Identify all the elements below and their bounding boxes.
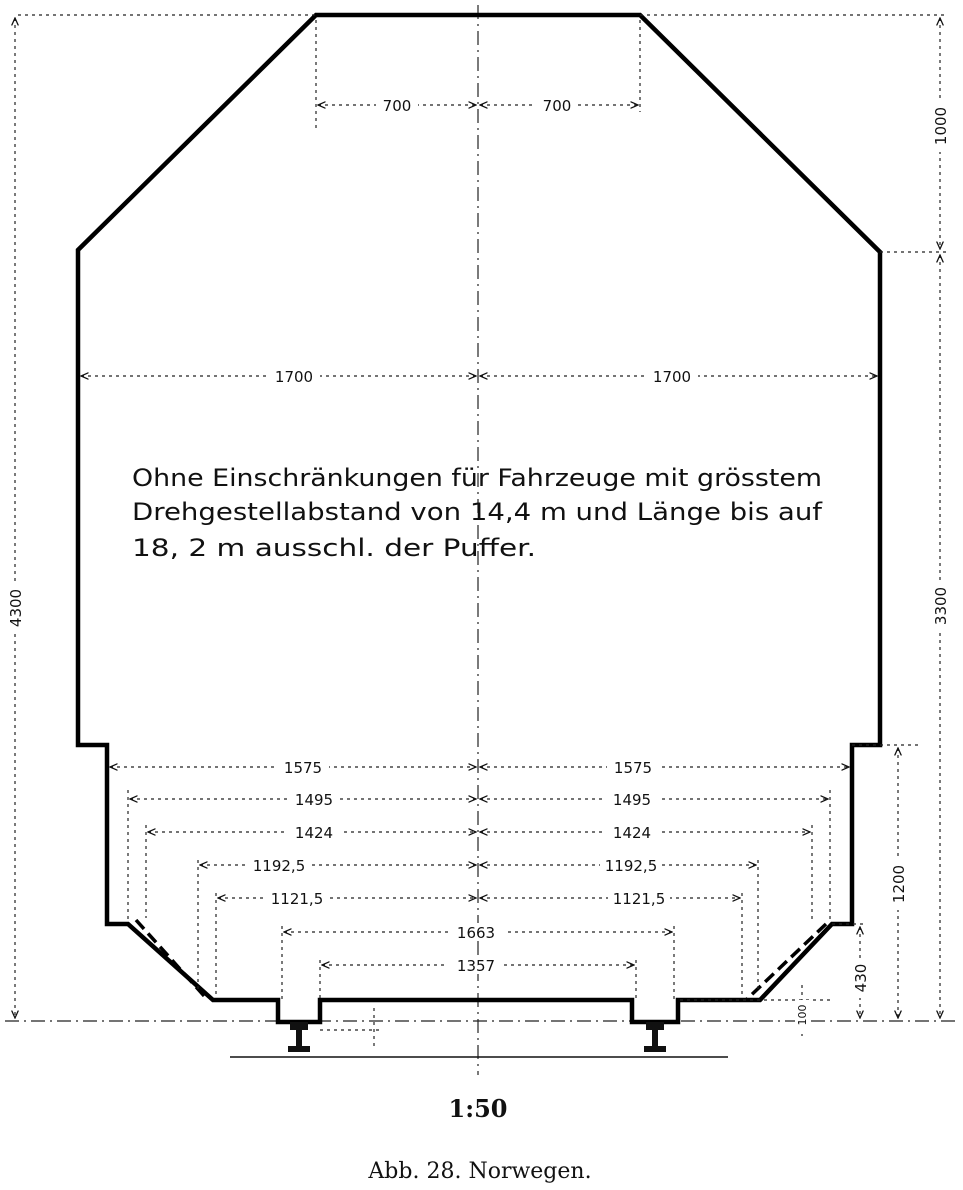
label-3300: 3300 — [932, 586, 950, 626]
label-1121-right: 1121,5 — [612, 890, 666, 908]
scale-label: 1:50 — [448, 1094, 508, 1123]
figure-caption: Abb. 28. Norwegen. — [368, 1159, 592, 1184]
label-1700-right: 1700 — [652, 368, 692, 386]
note-line-1: Ohne Einschränkungen für Fahrzeuge mit grösstem — [132, 464, 822, 492]
label-4300: 4300 — [7, 588, 25, 628]
rail-left-icon — [288, 1022, 310, 1052]
label-1663: 1663 — [456, 924, 496, 942]
label-1495-right: 1495 — [612, 791, 652, 809]
label-1192-left: 1192,5 — [252, 857, 306, 875]
label-1357: 1357 — [456, 957, 496, 975]
note-line-2: Drehgestellabstand von 14,4 m und Länge bis auf — [132, 498, 823, 526]
label-1200: 1200 — [890, 864, 908, 904]
label-700-left: 700 — [382, 97, 412, 115]
note-line-3: 18, 2 m ausschl. der Puffer. — [132, 534, 536, 562]
label-1000: 1000 — [932, 106, 950, 146]
label-1700-left: 1700 — [274, 368, 314, 386]
rail-right-icon — [644, 1022, 666, 1052]
label-700-right: 700 — [542, 97, 572, 115]
label-1495-left: 1495 — [294, 791, 334, 809]
label-1575-left: 1575 — [283, 759, 323, 777]
label-1575-right: 1575 — [613, 759, 653, 777]
label-430: 430 — [852, 963, 870, 993]
label-1121-left: 1121,5 — [270, 890, 324, 908]
label-1424-left: 1424 — [294, 824, 334, 842]
label-1424-right: 1424 — [612, 824, 652, 842]
label-100: 100 — [796, 1004, 809, 1026]
label-1192-right: 1192,5 — [604, 857, 658, 875]
